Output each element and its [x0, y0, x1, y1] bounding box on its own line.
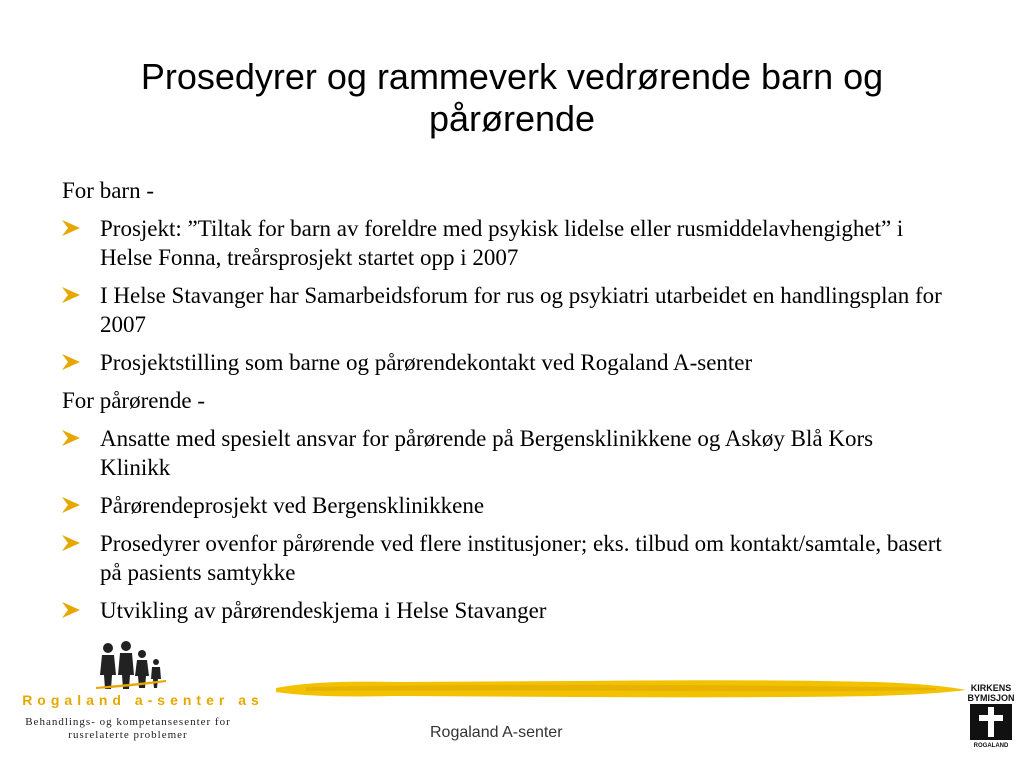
tagline-line-2: rusrelaterte problemer: [68, 729, 188, 741]
arrow-bullet-icon: [62, 430, 80, 446]
right-logo-line-2: BYMISJON: [967, 693, 1015, 703]
arrow-bullet-icon: [62, 287, 80, 303]
kirkens-bymisjon-logo: [966, 682, 1016, 748]
arrow-bullet-icon: [62, 220, 80, 236]
list-item-text: Prosjekt: ”Tiltak for barn av foreldre med psykisk lidelse eller rusmiddelavhengighet” i Helse Fonna, treårsprosjekt startet opp i 2007: [100, 216, 904, 270]
list-item: [62, 281, 942, 339]
list-item-text: Prosedyrer ovenfor pårørende ved flere institusjoner; eks. tilbud om kontakt/samtale, basert på pasients samtykke: [100, 531, 942, 585]
right-logo-line-1: KIRKENS: [970, 683, 1012, 693]
slide-title: Prosedyrer og rammeverk vedrørende barn og pårørende: [140, 56, 884, 139]
rogaland-logo: [18, 640, 268, 750]
list-item-text: Ansatte med spesielt ansvar for pårørende på Bergensklinikkene og Askøy Blå Kors Klinikk: [100, 426, 874, 480]
list-item-text: Utvikling av pårørendeskjema i Helse Stavanger: [100, 598, 547, 623]
list-item: [62, 214, 942, 272]
brand-tagline: [18, 716, 238, 742]
list-item: [62, 491, 942, 520]
slide-body: [62, 176, 942, 634]
footer-center-text: Rogaland A-senter: [430, 724, 563, 741]
list-item: [62, 529, 942, 587]
arrow-bullet-icon: [62, 354, 80, 370]
list-item-text: I Helse Stavanger har Samarbeidsforum for rus og psykiatri utarbeidet en handlingsplan for 2007: [100, 283, 942, 337]
list-item: [62, 348, 942, 377]
list-item: [62, 424, 942, 482]
list-item-text: Prosjektstilling som barne og pårørendekontakt ved Rogaland A-senter: [100, 350, 753, 375]
arrow-bullet-icon: [62, 497, 80, 513]
list-item: [62, 596, 942, 625]
section-heading-barn: For barn -: [62, 178, 154, 203]
arrow-bullet-icon: [62, 602, 80, 618]
family-silhouette-icon: [96, 640, 166, 690]
right-logo-line-3: ROGALAND: [973, 743, 1009, 748]
list-item-text: Pårørendeprosjekt ved Bergensklinikkene: [100, 493, 485, 518]
tagline-line-1: Behandlings- og kompetansesenter for: [25, 716, 231, 728]
yellow-brush-stroke: [276, 676, 966, 702]
arrow-bullet-icon: [62, 535, 80, 551]
brand-name: Rogaland a-senter as: [22, 692, 264, 708]
section-heading-parorende: For pårørende -: [62, 388, 206, 413]
